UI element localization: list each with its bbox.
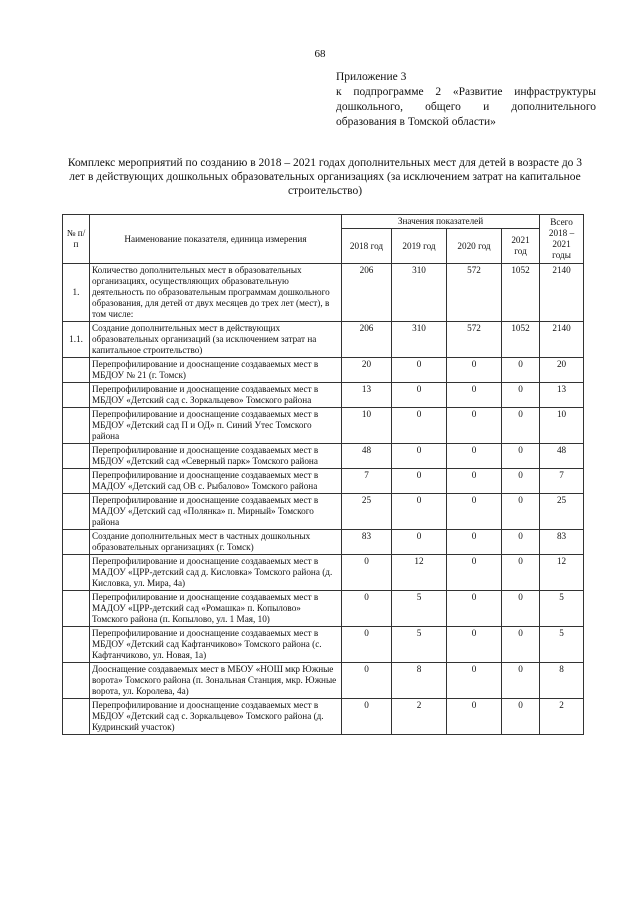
value-2018: 7 xyxy=(342,469,392,494)
header-total: Всего 2018 – 2021 годы xyxy=(540,215,584,264)
row-name: Перепрофилирование и дооснащение создаваемых мест в МАДОУ «ЦРР-детский сад д. Кисловка» Томского района (д. Кисловка, ул. Мира, 4а) xyxy=(90,555,342,591)
value-2020: 0 xyxy=(447,530,502,555)
value-2021: 0 xyxy=(502,530,540,555)
value-2018: 83 xyxy=(342,530,392,555)
row-number: 1. xyxy=(63,264,90,322)
value-2018: 206 xyxy=(342,322,392,358)
value-total: 5 xyxy=(540,591,584,627)
value-2019: 310 xyxy=(392,322,447,358)
value-total: 20 xyxy=(540,358,584,383)
value-2021: 0 xyxy=(502,663,540,699)
header-num: № п/п xyxy=(63,215,90,264)
value-total: 2140 xyxy=(540,264,584,322)
page-number: 68 xyxy=(314,48,326,60)
value-2019: 5 xyxy=(392,627,447,663)
value-2019: 0 xyxy=(392,494,447,530)
value-total: 10 xyxy=(540,408,584,444)
value-2021: 0 xyxy=(502,699,540,735)
row-name: Перепрофилирование и дооснащение создаваемых мест в МБДОУ «Детский сад с. Зоркальцево» Томского района xyxy=(90,383,342,408)
value-2020: 0 xyxy=(447,494,502,530)
table-row xyxy=(63,358,584,383)
row-number xyxy=(63,663,90,699)
value-2020: 0 xyxy=(447,469,502,494)
table-row xyxy=(63,469,584,494)
value-2019: 0 xyxy=(392,444,447,469)
value-2020: 572 xyxy=(447,264,502,322)
value-2019: 12 xyxy=(392,555,447,591)
value-2019: 8 xyxy=(392,663,447,699)
value-2019: 0 xyxy=(392,530,447,555)
value-2018: 0 xyxy=(342,627,392,663)
value-2019: 0 xyxy=(392,408,447,444)
row-name: Создание дополнительных мест в действующих образовательных организаций (за исключением затрат на капитальное строительство) xyxy=(90,322,342,358)
header-2021: 2021 год xyxy=(502,229,540,264)
value-2018: 10 xyxy=(342,408,392,444)
row-name: Перепрофилирование и дооснащение создаваемых мест в МБДОУ № 21 (г. Томск) xyxy=(90,358,342,383)
table-row xyxy=(63,591,584,627)
table-row xyxy=(63,408,584,444)
value-2021: 0 xyxy=(502,469,540,494)
document-title: Комплекс мероприятий по созданию в 2018 – 2021 годах дополнительных мест для детей в возрасте до 3 лет в действующих дошкольных образовательных организациях (за исключением затрат на капитальное строительство) xyxy=(67,157,583,197)
value-2019: 310 xyxy=(392,264,447,322)
appendix-line: к подпрограмме 2 «Развитие инфраструктуры xyxy=(336,86,596,98)
row-name: Перепрофилирование и дооснащение создаваемых мест в МАДОУ «Детский сад ОВ с. Рыбалово» Томского района xyxy=(90,469,342,494)
table-row xyxy=(63,555,584,591)
row-number xyxy=(63,408,90,444)
value-2021: 0 xyxy=(502,591,540,627)
value-2019: 0 xyxy=(392,383,447,408)
value-2018: 13 xyxy=(342,383,392,408)
table-row xyxy=(63,444,584,469)
value-2020: 0 xyxy=(447,555,502,591)
value-2018: 0 xyxy=(342,663,392,699)
table-row xyxy=(63,383,584,408)
value-2021: 0 xyxy=(502,358,540,383)
value-total: 8 xyxy=(540,663,584,699)
value-2020: 0 xyxy=(447,663,502,699)
value-total: 7 xyxy=(540,469,584,494)
row-number xyxy=(63,555,90,591)
table-row xyxy=(63,663,584,699)
row-name: Перепрофилирование и дооснащение создаваемых мест в МБДОУ «Детский сад П и ОД» п. Синий Утес Томского района xyxy=(90,408,342,444)
table-body xyxy=(63,264,584,735)
value-2021: 0 xyxy=(502,555,540,591)
value-total: 48 xyxy=(540,444,584,469)
value-2020: 0 xyxy=(447,444,502,469)
row-number xyxy=(63,699,90,735)
value-2018: 0 xyxy=(342,591,392,627)
value-2020: 0 xyxy=(447,627,502,663)
value-2020: 0 xyxy=(447,383,502,408)
value-2018: 206 xyxy=(342,264,392,322)
value-2020: 0 xyxy=(447,408,502,444)
value-2021: 1052 xyxy=(502,322,540,358)
value-total: 5 xyxy=(540,627,584,663)
value-2019: 5 xyxy=(392,591,447,627)
value-2018: 20 xyxy=(342,358,392,383)
table-row xyxy=(63,494,584,530)
value-2019: 0 xyxy=(392,358,447,383)
value-2018: 48 xyxy=(342,444,392,469)
value-total: 13 xyxy=(540,383,584,408)
value-2020: 0 xyxy=(447,358,502,383)
row-name: Количество дополнительных мест в образовательных организациях, осуществляющих образовательную деятельность по образовательным программам дошкольного образования, для детей от двух месяцев до трех лет (мест), в том числе: xyxy=(90,264,342,322)
header-2019: 2019 год xyxy=(392,229,447,264)
row-name: Перепрофилирование и дооснащение создаваемых мест в МБДОУ «Детский сад «Северный парк» Томского района xyxy=(90,444,342,469)
header-values-group: Значения показателей xyxy=(342,215,540,229)
table-row xyxy=(63,322,584,358)
value-2021: 0 xyxy=(502,383,540,408)
value-total: 83 xyxy=(540,530,584,555)
header-name: Наименование показателя, единица измерения xyxy=(90,215,342,264)
value-2021: 1052 xyxy=(502,264,540,322)
appendix-line: дошкольного, общего и дополнительного xyxy=(336,101,596,113)
value-2020: 0 xyxy=(447,591,502,627)
appendix-header xyxy=(336,70,596,130)
appendix-line: Приложение 3 xyxy=(336,71,407,83)
appendix-line: образования в Томской области» xyxy=(336,116,496,128)
value-2019: 0 xyxy=(392,469,447,494)
row-name: Дооснащение создаваемых мест в МБОУ «НОШ мкр Южные ворота» Томского района (п. Зональная Станция, мкр. Южные ворота, ул. Королева, 4а) xyxy=(90,663,342,699)
header-2018: 2018 год xyxy=(342,229,392,264)
value-2018: 0 xyxy=(342,555,392,591)
value-total: 2140 xyxy=(540,322,584,358)
table-row xyxy=(63,530,584,555)
value-2021: 0 xyxy=(502,444,540,469)
value-2020: 0 xyxy=(447,699,502,735)
value-2018: 0 xyxy=(342,699,392,735)
row-number xyxy=(63,444,90,469)
row-name: Перепрофилирование и дооснащение создаваемых мест в МАДОУ «ЦРР-детский сад «Ромашка» п. Копылово» Томского района (п. Копылово, ул. 1 Мая, 10) xyxy=(90,591,342,627)
row-number xyxy=(63,469,90,494)
indicators-table xyxy=(62,214,584,735)
table-row xyxy=(63,264,584,322)
value-2019: 2 xyxy=(392,699,447,735)
row-name: Создание дополнительных мест в частных дошкольных образовательных организациях (г. Томск) xyxy=(90,530,342,555)
row-number xyxy=(63,530,90,555)
value-2021: 0 xyxy=(502,494,540,530)
row-name: Перепрофилирование и дооснащение создаваемых мест в МБДОУ «Детский сад Кафтанчиково» Томского района (с. Кафтанчиково, ул. Новая, 1а) xyxy=(90,627,342,663)
value-2021: 0 xyxy=(502,627,540,663)
value-total: 12 xyxy=(540,555,584,591)
row-number xyxy=(63,383,90,408)
row-number xyxy=(63,494,90,530)
value-total: 2 xyxy=(540,699,584,735)
row-number xyxy=(63,358,90,383)
row-name: Перепрофилирование и дооснащение создаваемых мест в МБДОУ «Детский сад с. Зоркальцево» Томского района (д. Кудринский участок) xyxy=(90,699,342,735)
header-2020: 2020 год xyxy=(447,229,502,264)
table-row xyxy=(63,627,584,663)
table-row xyxy=(63,699,584,735)
value-2018: 25 xyxy=(342,494,392,530)
value-2021: 0 xyxy=(502,408,540,444)
row-number xyxy=(63,627,90,663)
value-total: 25 xyxy=(540,494,584,530)
value-2020: 572 xyxy=(447,322,502,358)
row-number xyxy=(63,591,90,627)
row-number: 1.1. xyxy=(63,322,90,358)
row-name: Перепрофилирование и дооснащение создаваемых мест в МАДОУ «Детский сад «Полянка» п. Мирный» Томского района xyxy=(90,494,342,530)
